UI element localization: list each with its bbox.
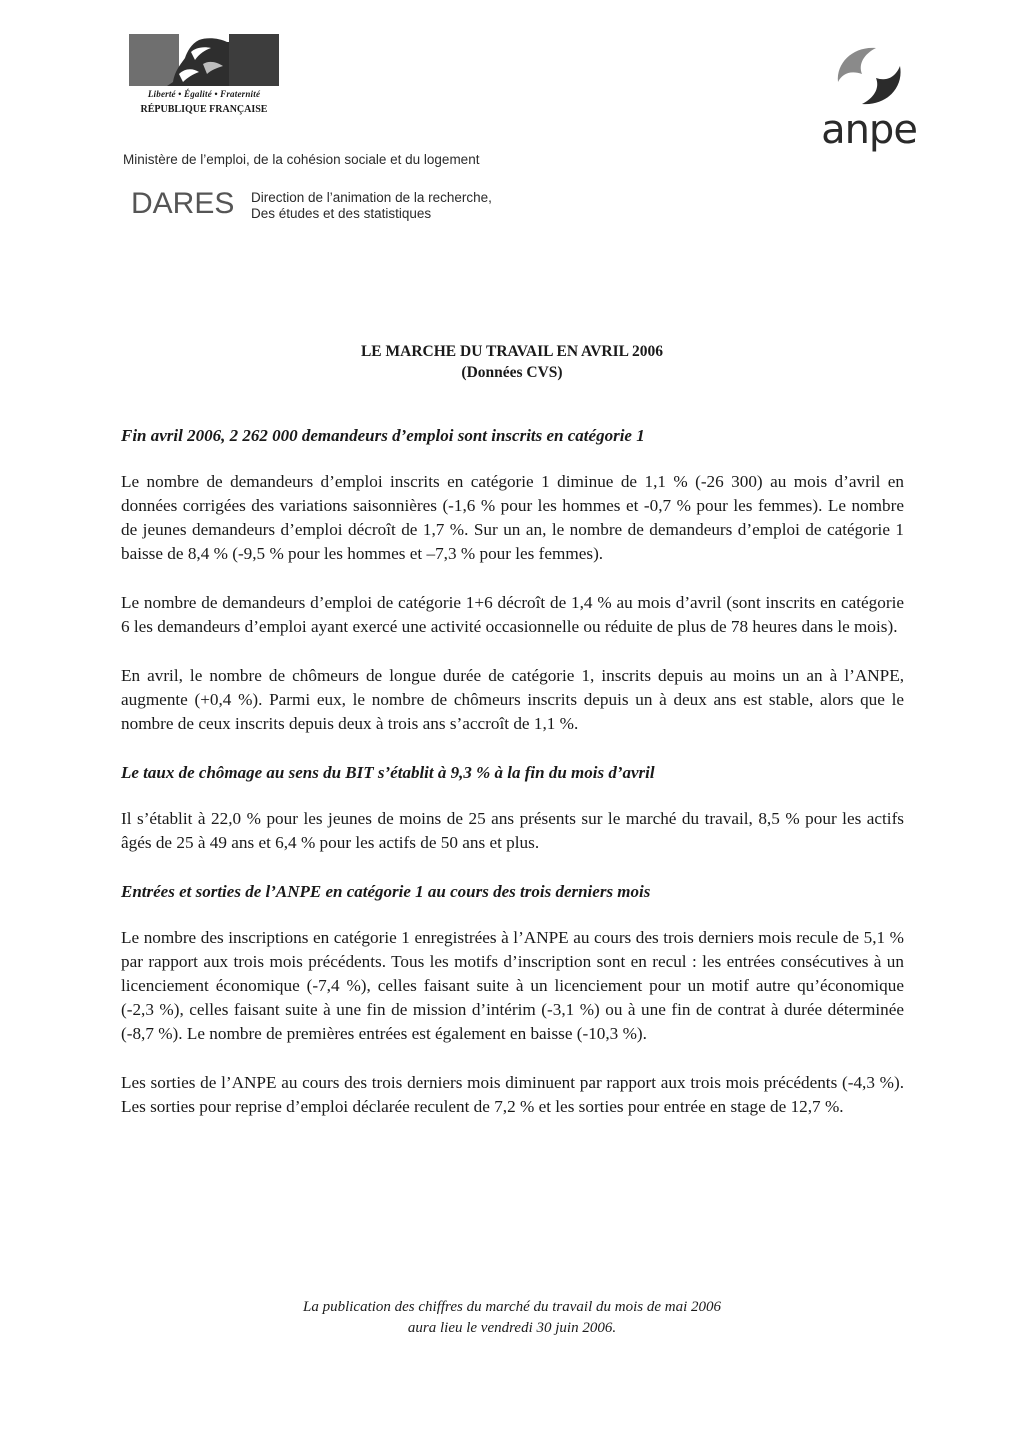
anpe-wordmark: anpe: [821, 107, 917, 153]
republique-francaise-logo: [129, 34, 279, 122]
dares-line-2: Des études et des statistiques: [251, 206, 432, 221]
document-title: [0, 341, 1024, 383]
paragraph: Il s’établit à 22,0 % pour les jeunes de moins de 25 ans présents sur le marché du travail, 8,5 % pour les actifs âgés de 25 à 49 ans et 6,4 % pour les actifs de 50 ans et plus.: [121, 809, 904, 852]
republic-motto: Liberté • Égalité • Fraternité: [147, 89, 261, 99]
dares-line-1: Direction de l’animation de la recherche,: [251, 190, 492, 205]
section-heading: Le taux de chômage au sens du BIT s’établit à 9,3 % à la fin du mois d’avril: [121, 763, 655, 782]
dares-description: [251, 190, 492, 222]
paragraph: Le nombre de demandeurs d’emploi inscrits en catégorie 1 diminue de 1,1 % (-26 300) au mois d’avril en données corrigées des variations saisonnières (-1,6 % pour les hommes et -0,7 % pour les femmes). Le nombre de jeunes demandeurs d’emploi décroît de 1,7 %. Sur un an, le nombre de demandeurs d’emploi de catégorie 1 baisse de 8,4 % (-9,5 % pour les hommes et –7,3 % pour les femmes).: [121, 472, 904, 563]
paragraph: Le nombre des inscriptions en catégorie 1 enregistrées à l’ANPE au cours des trois derniers mois recule de 5,1 % par rapport aux trois mois précédents. Tous les motifs d’inscription sont en recul : les entrées consécutives à un licenciement économique (-7,4 %), celles faisant suite à un licenciement pour un motif autre qu’économique (-2,3 %), celles faisant suite à une fin de mission d’intérim (-3,1 %) ou à une fin de contrat à durée déterminée (-8,7 %). Le nombre de premières entrées est également en baisse (-10,3 %).: [121, 928, 904, 1043]
marianne-flag-icon: [129, 34, 279, 86]
title-line-2: (Données CVS): [461, 364, 563, 381]
section-heading: Entrées et sorties de l’ANPE en catégorie 1 au cours des trois derniers mois: [121, 882, 651, 901]
republic-name: RÉPUBLIQUE FRANÇAISE: [140, 104, 268, 115]
footer-line-2: aura lieu le vendredi 30 juin 2006.: [407, 1320, 617, 1336]
paragraph: En avril, le nombre de chômeurs de longue durée de catégorie 1, inscrits depuis au moins un an à l’ANPE, augmente (+0,4 %). Parmi eux, le nombre de chômeurs inscrits depuis un à deux ans est stable, alors que le nombre de ceux inscrits depuis deux à trois ans s’accroît de 1,1 %.: [121, 666, 904, 733]
title-line-1: LE MARCHE DU TRAVAIL EN AVRIL 2006: [360, 343, 664, 360]
publication-notice: [0, 1297, 1024, 1339]
section-heading: Fin avril 2006, 2 262 000 demandeurs d’emploi sont inscrits en catégorie 1: [121, 426, 645, 445]
paragraph: Le nombre de demandeurs d’emploi de catégorie 1+6 décroît de 1,4 % au mois d’avril (sont inscrits en catégorie 6 les demandeurs d’emploi ayant exercé une activité occasionnelle ou réduite de plus de 78 heures dans le mois).: [121, 593, 904, 636]
anpe-emblem-icon: [832, 44, 906, 108]
anpe-logo: [814, 44, 924, 152]
document-body: [121, 424, 904, 1119]
ministry-name: Ministère de l’emploi, de la cohésion sociale et du logement: [123, 152, 480, 167]
footer-line-1: La publication des chiffres du marché du travail du mois de mai 2006: [302, 1299, 722, 1315]
paragraph: Les sorties de l’ANPE au cours des trois derniers mois diminuent par rapport aux trois mois précédents (-4,3 %). Les sorties pour reprise d’emploi déclarée reculent de 7,2 % et les sorties pour entrée en stage de 12,7 %.: [121, 1073, 904, 1116]
dares-acronym: DARES: [131, 187, 235, 220]
